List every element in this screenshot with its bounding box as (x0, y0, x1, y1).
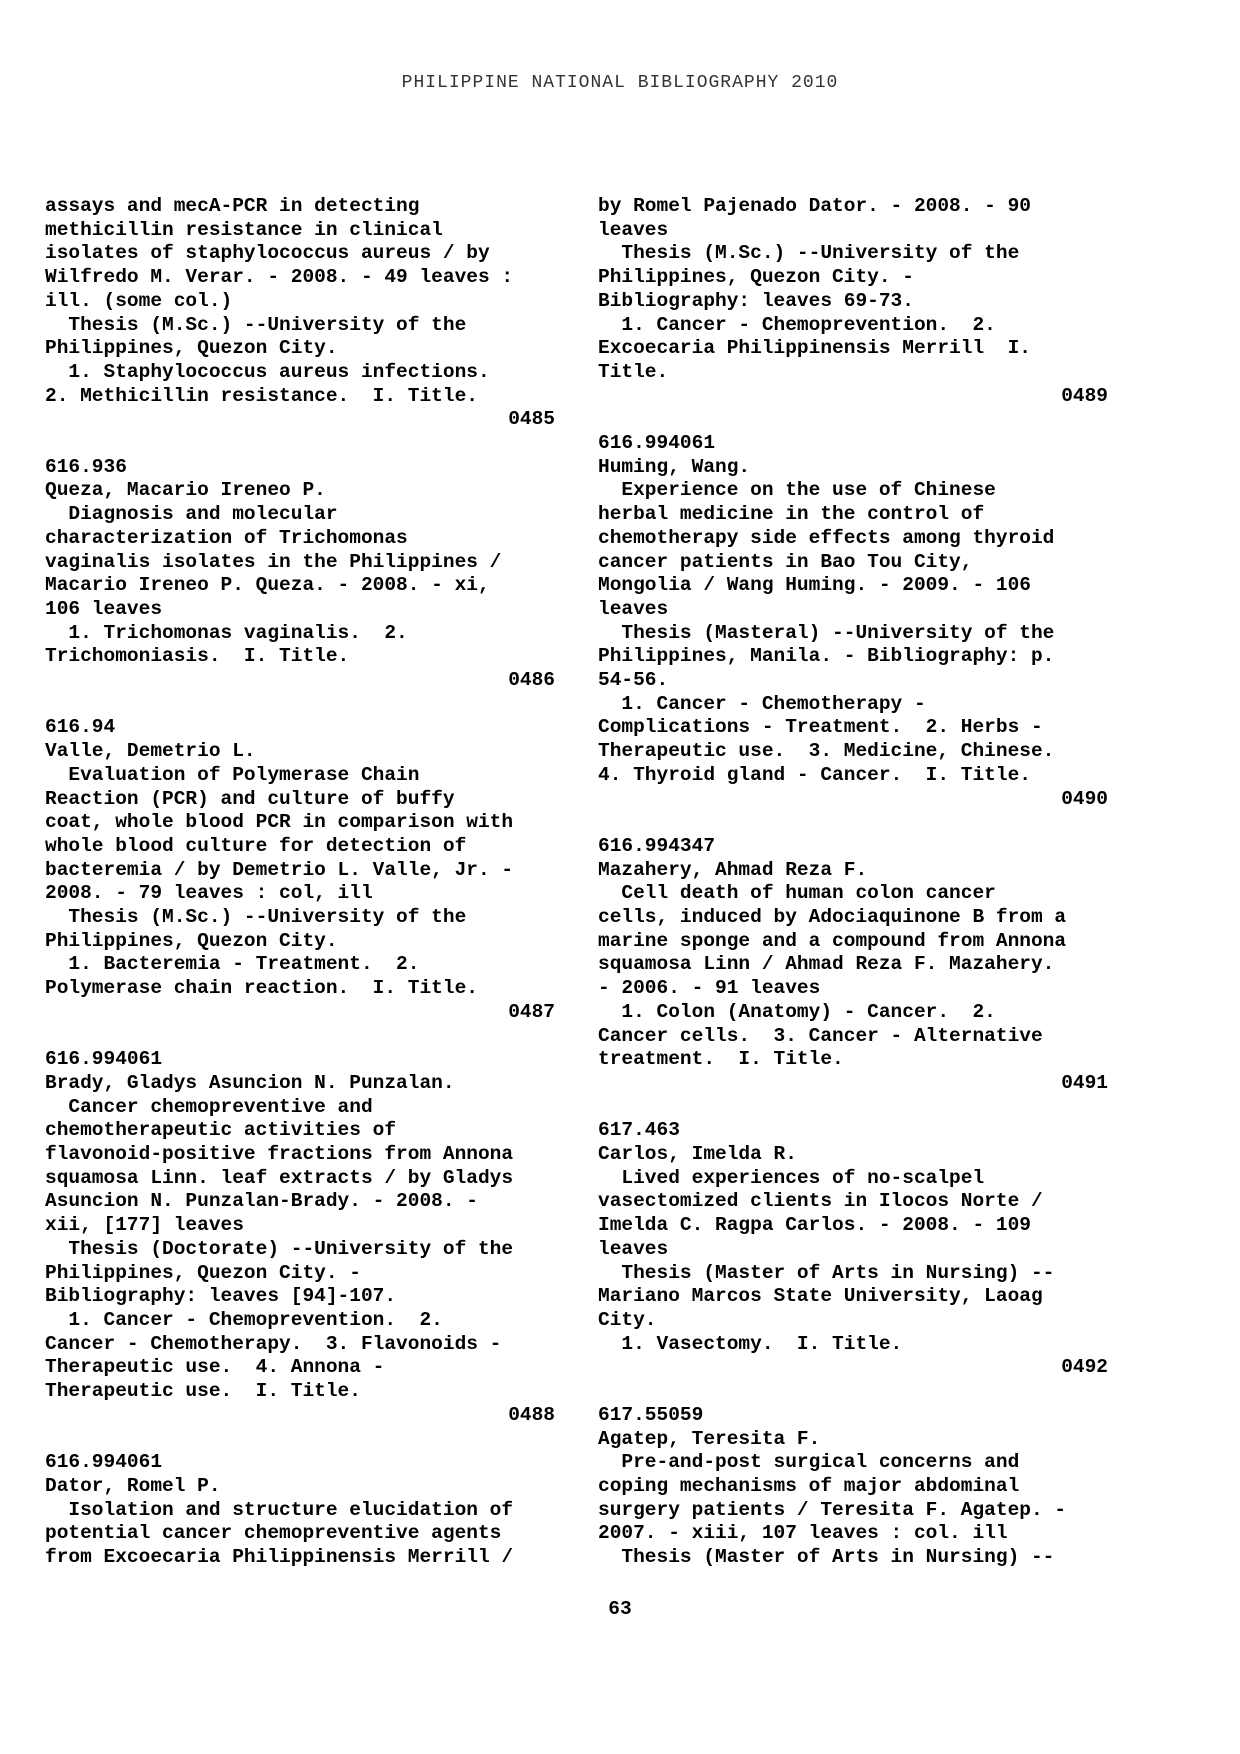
entry-line: Lived experiences of no-scalpel (598, 1166, 985, 1189)
entry-line: Isolation and structure elucidation of (45, 1498, 514, 1521)
entry-line: Bibliography: leaves 69-73. (598, 289, 914, 312)
entry-number: 0487 (508, 1000, 555, 1023)
entry-number: 0486 (508, 669, 555, 692)
entry-line: 616.994061 (45, 1048, 163, 1071)
entry-line: flavonoid-positive fractions from Annona (45, 1143, 514, 1166)
entry-line: 2008. - 79 leaves : col, ill (45, 882, 373, 905)
entry-line: 54-56. (598, 669, 669, 692)
entry-line: Therapeutic use. 4. Annona - (45, 1356, 385, 1379)
entry-line: Mazahery, Ahmad Reza F. (598, 858, 868, 881)
entry-line: 616.936 (45, 455, 127, 478)
page-number: 63 (608, 1598, 632, 1620)
page-header: PHILIPPINE NATIONAL BIBLIOGRAPHY 2010 (401, 73, 839, 93)
entry-line: squamosa Linn. leaf extracts / by Gladys (45, 1166, 514, 1189)
entry-line: Imelda C. Ragpa Carlos. - 2008. - 109 (598, 1214, 1031, 1237)
entry-line: potential cancer chemopreventive agents (45, 1522, 502, 1545)
bibliography-entry (598, 195, 1108, 408)
entry-line: coping mechanisms of major abdominal (598, 1474, 1020, 1497)
entry-line: characterization of Trichomonas (45, 526, 408, 549)
entry-line: Thesis (Masteral) --University of the (598, 621, 1055, 644)
entry-line: Huming, Wang. (598, 455, 751, 478)
entry-number: 0492 (1061, 1356, 1108, 1379)
entry-line: Therapeutic use. 3. Medicine, Chinese. (598, 740, 1055, 763)
entry-line: cells, induced by Adociaquinone B from a (598, 906, 1067, 929)
entry-line: Thesis (Master of Arts in Nursing) -- (598, 1261, 1055, 1284)
entry-line: 2007. - xiii, 107 leaves : col. ill (598, 1522, 1008, 1545)
entry-line: Cancer cells. 3. Cancer - Alternative (598, 1024, 1043, 1047)
entry-line: Philippines, Manila. - Bibliography: p. (598, 645, 1055, 668)
entry-line: Wilfredo M. Verar. - 2008. - 49 leaves : (45, 266, 514, 289)
bibliography-entry (598, 432, 1108, 811)
entry-line: vasectomized clients in Ilocos Norte / (598, 1190, 1043, 1213)
entry-line: Dator, Romel P. (45, 1474, 221, 1497)
bibliography-entry (45, 195, 555, 432)
bibliography-entry (598, 835, 1108, 1096)
entry-line: Cell death of human colon cancer (598, 882, 996, 905)
entry-line: Thesis (Master of Arts in Nursing) -- (598, 1546, 1055, 1569)
entry-line: Carlos, Imelda R. (598, 1143, 797, 1166)
entry-line: herbal medicine in the control of (598, 503, 985, 526)
entry-line: 106 leaves (45, 597, 163, 620)
entry-line: 1. Cancer - Chemotherapy - (598, 692, 926, 715)
entry-line: vaginalis isolates in the Philippines / (45, 550, 502, 573)
entry-number: 0489 (1061, 384, 1108, 407)
entry-line: Mongolia / Wang Huming. - 2009. - 106 (598, 574, 1031, 597)
entry-line: 1. Trichomonas vaginalis. 2. (45, 621, 408, 644)
entry-line: Complications - Treatment. 2. Herbs - (598, 716, 1043, 739)
bibliography-entry (598, 1119, 1108, 1380)
entry-line: Therapeutic use. I. Title. (45, 1380, 361, 1403)
entry-line: Agatep, Teresita F. (598, 1427, 821, 1450)
entry-line: marine sponge and a compound from Annona (598, 929, 1067, 952)
bibliography-entry (45, 716, 555, 1024)
entry-line: 4. Thyroid gland - Cancer. I. Title. (598, 763, 1031, 786)
entry-line: Experience on the use of Chinese (598, 479, 996, 502)
entry-line: Trichomoniasis. I. Title. (45, 645, 350, 668)
entry-line: Philippines, Quezon City. (45, 929, 338, 952)
entry-number: 0485 (508, 408, 555, 431)
entry-line: - 2006. - 91 leaves (598, 977, 821, 1000)
entry-line: from Excoecaria Philippinensis Merrill / (45, 1546, 514, 1569)
entry-line: 616.94 (45, 716, 116, 739)
entry-line: ill. (some col.) (45, 289, 233, 312)
entry-number: 0490 (1061, 787, 1108, 810)
entry-line: 616.994061 (598, 432, 716, 455)
entry-line: coat, whole blood PCR in comparison with (45, 811, 514, 834)
entry-line: Cancer - Chemotherapy. 3. Flavonoids - (45, 1332, 502, 1355)
entry-line: Title. (598, 360, 669, 383)
bibliography-entry (45, 1048, 555, 1427)
bibliography-entry (45, 456, 555, 693)
entry-line: by Romel Pajenado Dator. - 2008. - 90 (598, 195, 1031, 217)
entry-line: leaves (598, 597, 669, 620)
entry-line: Excoecaria Philippinensis Merrill I. (598, 337, 1031, 360)
entry-line: Pre-and-post surgical concerns and (598, 1451, 1020, 1474)
entry-line: Thesis (M.Sc.) --University of the (45, 906, 467, 929)
entry-line: Thesis (Doctorate) --University of the (45, 1237, 514, 1260)
entry-line: Brady, Gladys Asuncion N. Punzalan. (45, 1071, 455, 1094)
entry-line: cancer patients in Bao Tou City, (598, 550, 973, 573)
entry-line: leaves (598, 218, 669, 241)
entry-line: 2. Methicillin resistance. I. Title. (45, 384, 478, 407)
entry-line: Cancer chemopreventive and (45, 1095, 373, 1118)
entry-line: Philippines, Quezon City. - (45, 1261, 361, 1284)
entry-line: isolates of staphylococcus aureus / by (45, 242, 490, 265)
entry-line: surgery patients / Teresita F. Agatep. - (598, 1498, 1067, 1521)
entry-line: Valle, Demetrio L. (45, 740, 256, 763)
entry-line: 1. Bacteremia - Treatment. 2. (45, 953, 420, 976)
entry-line: Evaluation of Polymerase Chain (45, 763, 420, 786)
entry-line: Philippines, Quezon City. - (598, 266, 914, 289)
entry-line: leaves (598, 1237, 669, 1260)
entry-line: xii, [177] leaves (45, 1214, 244, 1237)
entry-line: 616.994061 (45, 1451, 163, 1474)
bibliography-entry (45, 1451, 555, 1570)
entry-line: 617.463 (598, 1119, 680, 1142)
entry-line: squamosa Linn / Ahmad Reza F. Mazahery. (598, 953, 1055, 976)
entry-line: Queza, Macario Ireneo P. (45, 479, 326, 502)
entry-line: Reaction (PCR) and culture of buffy (45, 787, 455, 810)
entry-line: 1. Vasectomy. I. Title. (598, 1332, 903, 1355)
entry-line: 1. Colon (Anatomy) - Cancer. 2. (598, 1000, 996, 1023)
entry-line: methicillin resistance in clinical (45, 218, 443, 241)
entry-line: chemotherapy side effects among thyroid (598, 526, 1055, 549)
entry-line: City. (598, 1309, 657, 1331)
entry-line: Bibliography: leaves [94]-107. (45, 1285, 397, 1308)
entry-line: 1. Cancer - Chemoprevention. 2. (598, 313, 996, 336)
entry-line: Thesis (M.Sc.) --University of the (45, 313, 467, 336)
entry-line: treatment. I. Title. (598, 1048, 844, 1071)
entry-line: chemotherapeutic activities of (45, 1119, 397, 1142)
entry-line: 617.55059 (598, 1403, 704, 1426)
entry-line: bacteremia / by Demetrio L. Valle, Jr. - (45, 858, 514, 881)
entry-line: Philippines, Quezon City. (45, 337, 338, 360)
entry-line: 1. Staphylococcus aureus infections. (45, 360, 490, 383)
entry-line: Polymerase chain reaction. I. Title. (45, 977, 478, 1000)
entry-line: whole blood culture for detection of (45, 834, 467, 857)
entry-line: Mariano Marcos State University, Laoag (598, 1285, 1043, 1308)
left-column (45, 195, 555, 1593)
entry-line: Diagnosis and molecular (45, 503, 338, 526)
entry-line: Asuncion N. Punzalan-Brady. - 2008. - (45, 1190, 478, 1213)
entry-number: 0491 (1061, 1071, 1108, 1094)
entry-line: 616.994347 (598, 834, 716, 857)
entry-line: Thesis (M.Sc.) --University of the (598, 242, 1020, 265)
entry-number: 0488 (508, 1403, 555, 1426)
entry-line: 1. Cancer - Chemoprevention. 2. (45, 1309, 443, 1331)
entry-line: Macario Ireneo P. Queza. - 2008. - xi, (45, 574, 490, 597)
entry-line: assays and mecA-PCR in detecting (45, 195, 420, 217)
bibliography-entry (598, 1404, 1108, 1570)
right-column (598, 195, 1108, 1593)
